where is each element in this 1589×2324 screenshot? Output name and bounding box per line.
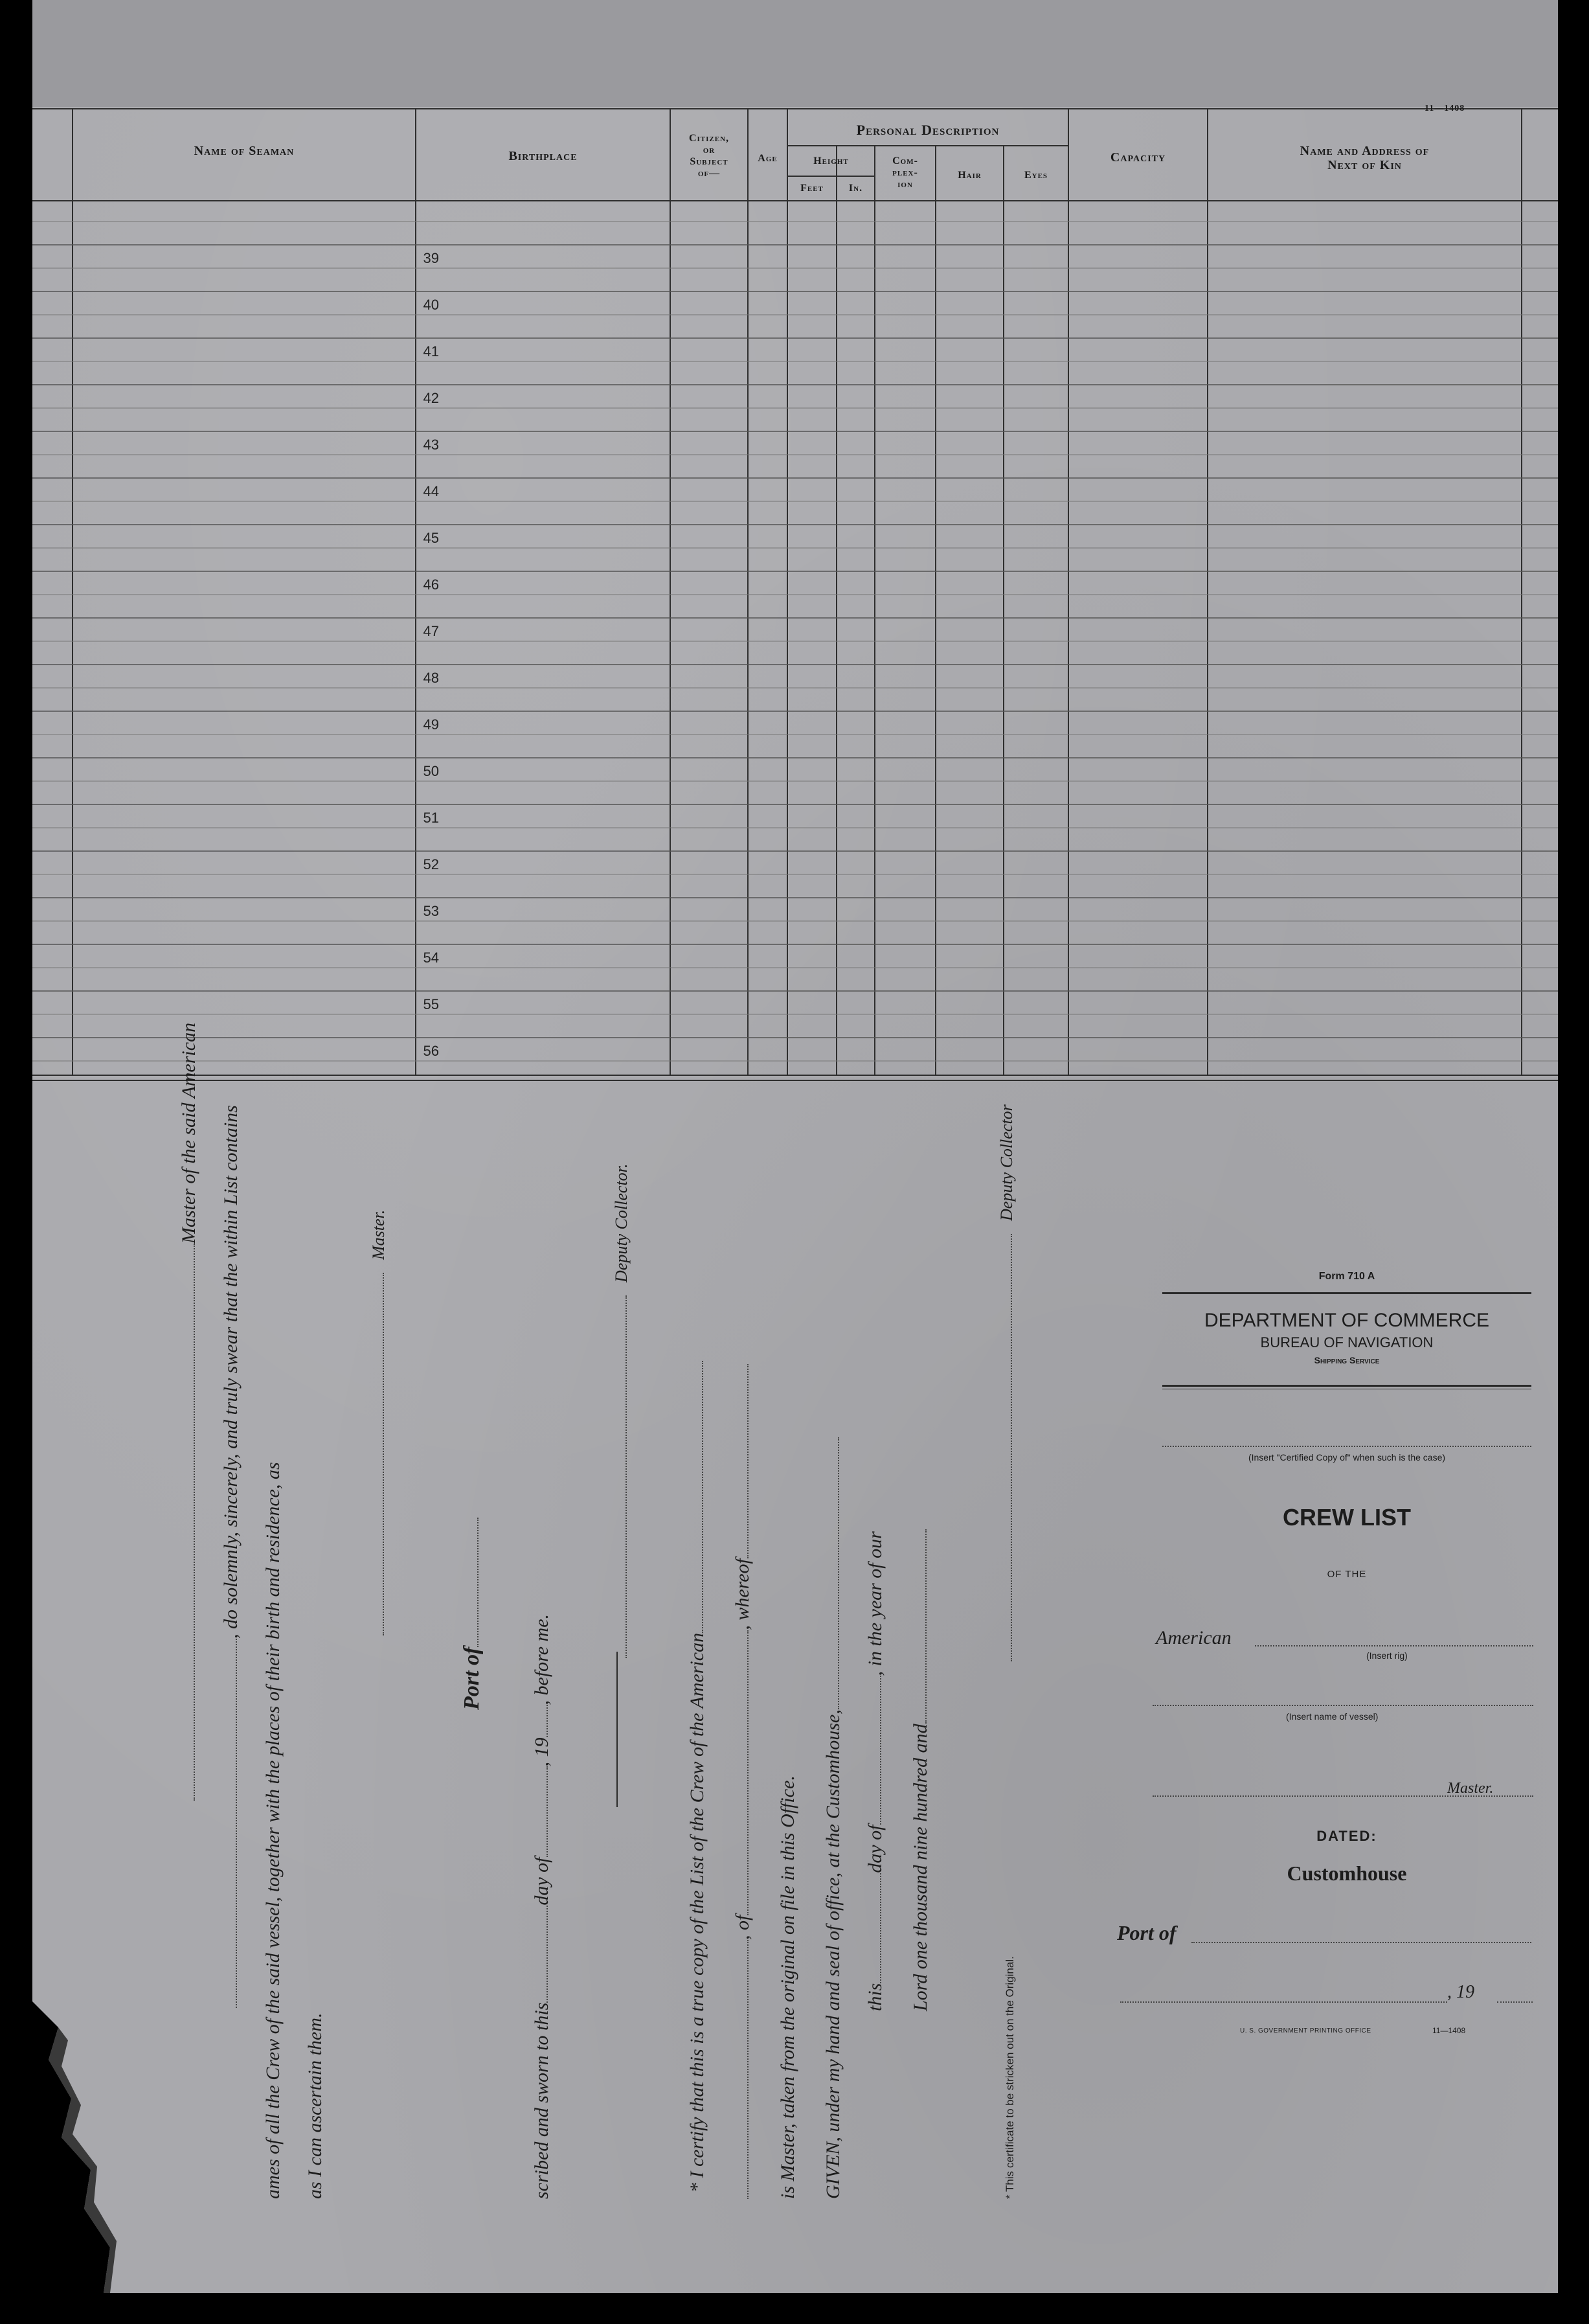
cover-printing-office: U. S. GOVERNMENT PRINTING OFFICE (1240, 2027, 1371, 2034)
oath-line-2: , do solemnly, sincerely, and truly swear that the within List contains (220, 1105, 242, 2008)
cover-form-number: Form 710 A (1318, 1271, 1375, 1282)
oath-line-1: Master of the said American (178, 1023, 200, 1801)
cover-rule-top (1162, 1292, 1531, 1294)
row-number: 55 (423, 996, 439, 1012)
cover-date-line (1120, 2001, 1447, 2003)
header-next-of-kin: Name and Address of Next of Kin (1300, 144, 1430, 172)
certificate-line-5: thisday of, in the year of our (864, 1531, 886, 2011)
row-number: 44 (423, 483, 439, 499)
row-number: 52 (423, 856, 439, 872)
oath-deputy-collector: Deputy Collector. (612, 1164, 631, 1658)
row-number: 45 (423, 530, 439, 546)
row-number: 47 (423, 623, 439, 639)
cover-port-line (1191, 1942, 1531, 1943)
certificate-line-3: is Master, taken from the original on file in this Office. (777, 1775, 798, 2199)
row-number: 49 (423, 716, 439, 733)
header-hair: Hair (958, 170, 982, 181)
header-height: Height (813, 155, 849, 166)
cover-insert-rig: (Insert rig) (1366, 1650, 1408, 1661)
row-number: 41 (423, 343, 439, 359)
certificate-line-4: GIVEN, under my hand and seal of office, at the Customhouse, (822, 1437, 844, 2199)
header-capacity: Capacity (1110, 150, 1166, 165)
oath-line-3: ames of all the Crew of the said vessel, together with the places of their birth and residence, as (262, 1462, 284, 2199)
row-number: 54 (423, 950, 439, 966)
row-number: 56 (423, 1043, 439, 1059)
header-personal-description: Personal Description (856, 122, 1000, 138)
header-age: Age (758, 153, 778, 164)
cover-american-line (1255, 1645, 1533, 1646)
cover-vessel-line (1153, 1705, 1533, 1706)
header-birthplace: Birthplace (508, 149, 578, 163)
row-number: 48 (423, 670, 439, 686)
row-number: 50 (423, 763, 439, 779)
corner-form-note: 11—1408 (1425, 104, 1465, 113)
oath-master-signature: Master. (369, 1210, 389, 1635)
oath-port-of: Port of (460, 1518, 484, 1710)
cover-service: Shipping Service (1314, 1355, 1380, 1365)
row-number: 46 (423, 576, 439, 593)
certificate-footnote: * This certificate to be stricken out on the Original. (1004, 1956, 1016, 2199)
header-feet: Feet (800, 183, 824, 194)
oath-line-4: as I can ascertain them. (304, 2012, 326, 2199)
cover-certified-line (1162, 1446, 1531, 1447)
crew-list-page (32, 0, 1558, 2293)
header-name-of-seaman: Name of Seaman (194, 144, 295, 158)
row-number: 39 (423, 250, 439, 266)
cover-year: , 19 (1447, 1982, 1474, 2002)
cover-master: Master. (1447, 1780, 1494, 1797)
cover-title: CREW LIST (1283, 1504, 1411, 1531)
cover-dated: DATED: (1316, 1828, 1377, 1844)
header-citizen-of: Citizen, or Subject of— (688, 133, 730, 179)
cover-form-code: 11—1408 (1432, 2026, 1466, 2035)
cover-port-of-label: Port of (1117, 1921, 1177, 1944)
cover-insert-certified: (Insert "Certified Copy of" when such is the case) (1248, 1452, 1446, 1463)
row-number: 43 (423, 437, 439, 453)
header-inches: In. (848, 183, 863, 194)
oath-subscribed-line: scribed and sworn to thisday of, 19, before me. (531, 1613, 552, 2199)
cover-rule-double-a (1162, 1385, 1531, 1387)
cover-department: DEPARTMENT OF COMMERCE (1204, 1310, 1490, 1331)
torn-corner-damage (32, 2001, 130, 2293)
cover-insert-vessel: (Insert name of vessel) (1286, 1711, 1379, 1722)
oath-seal-rule (616, 1652, 618, 1807)
cover-customhouse: Customhouse (1287, 1862, 1407, 1885)
certificate-deputy-collector: Deputy Collector (997, 1104, 1017, 1661)
cover-year-line (1497, 2001, 1533, 2003)
cover-american-label: American (1156, 1627, 1232, 1648)
certificate-line-1: * I certify that this is a true copy of the List of the Crew of the American (686, 1361, 708, 2193)
row-number: 40 (423, 297, 439, 313)
certificate-line-2: , of, whereof (732, 1364, 754, 2199)
row-number: 53 (423, 903, 439, 919)
header-complexion: Com- plex- ion (892, 155, 918, 190)
cover-of-the: OF THE (1327, 1569, 1367, 1580)
row-number: 51 (423, 810, 439, 826)
row-number: 42 (423, 390, 439, 406)
certificate-line-6: Lord one thousand nine hundred and (910, 1529, 932, 2011)
header-eyes: Eyes (1024, 170, 1048, 181)
cover-bureau: BUREAU OF NAVIGATION (1260, 1334, 1434, 1350)
